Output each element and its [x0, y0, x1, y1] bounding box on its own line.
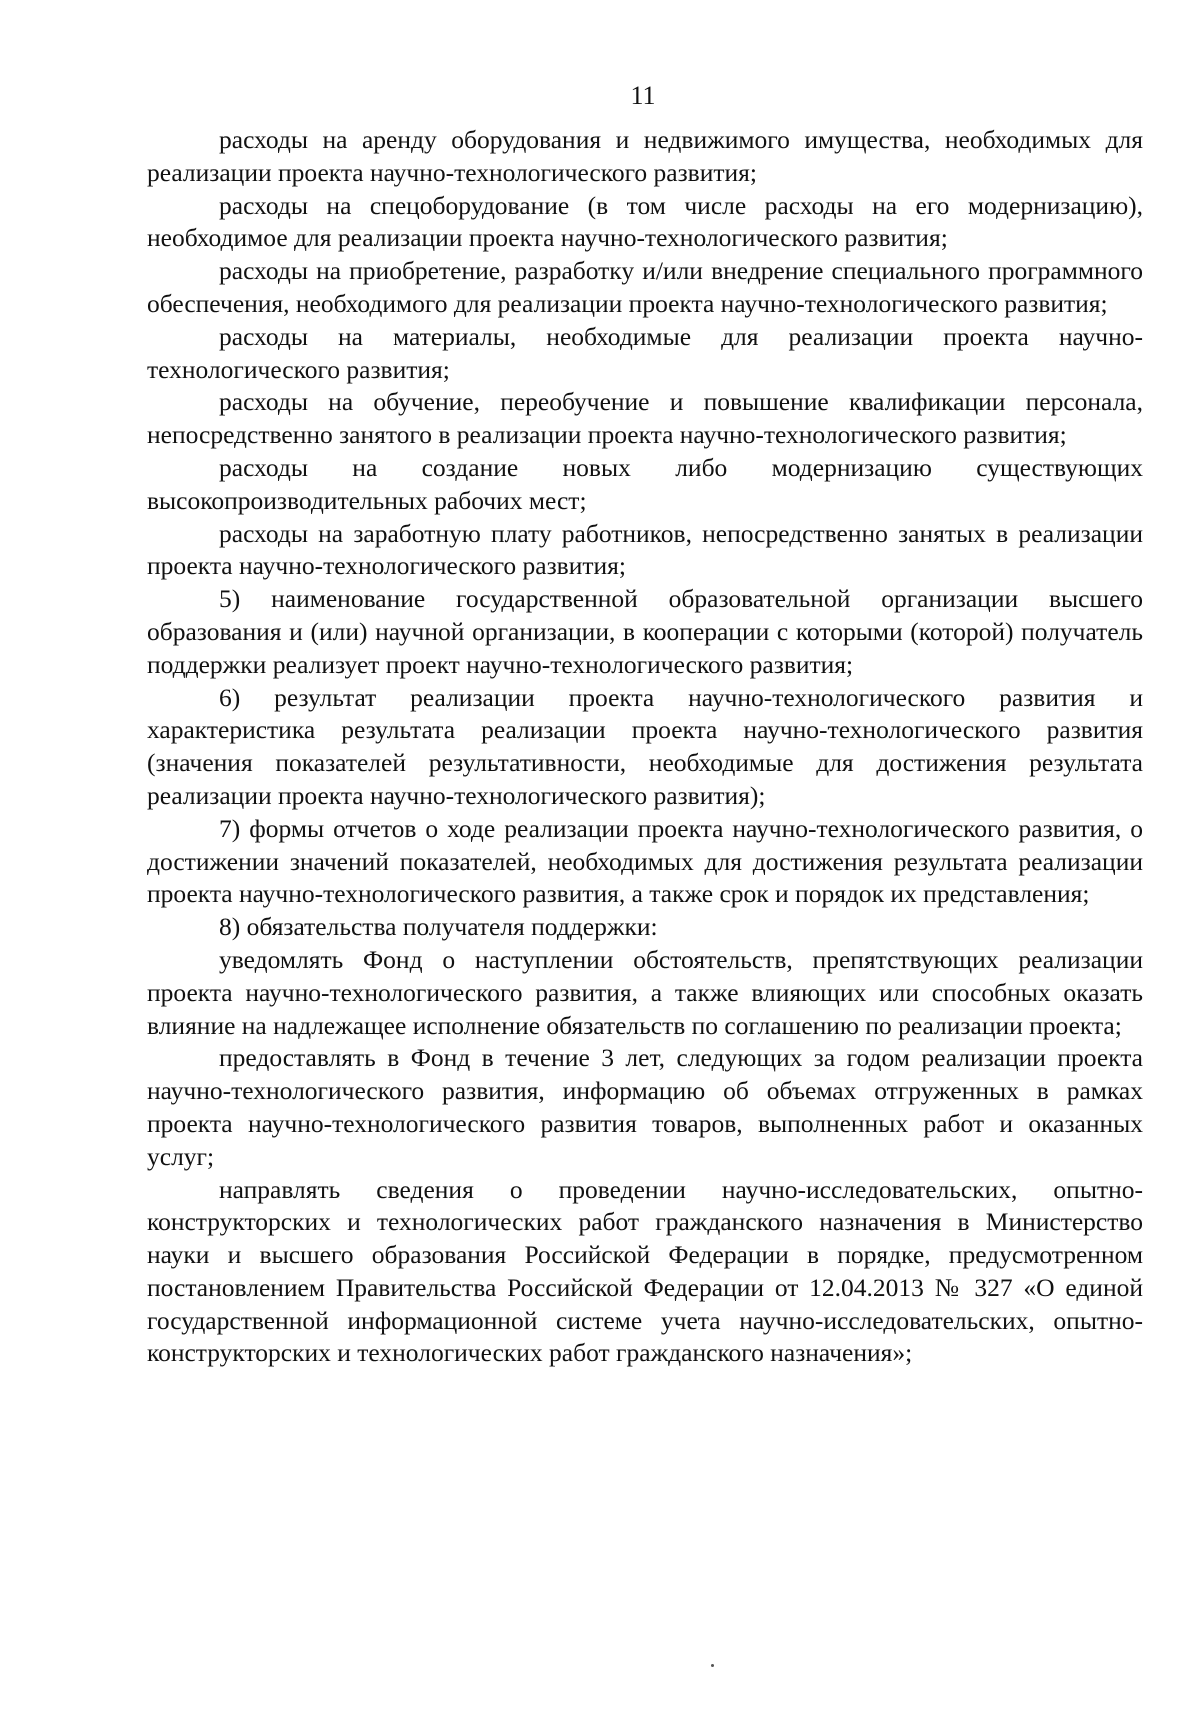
- paragraph-expense-materials: расходы на материалы, необходимые для реализации проекта научно-технологического развития;: [147, 321, 1143, 384]
- paragraph-item-6: 6) результат реализации проекта научно-технологического развития и характеристика результата реализации проекта научно-технологического развития (значения показателей результативности, необходимые для достижения результата реализации проекта научно-технологического развития);: [147, 682, 1143, 810]
- page-number: 11: [630, 81, 656, 110]
- paragraph-obligation-submit: направлять сведения о проведении научно-исследовательских, опытно-конструкторских и технологических работ гражданского назначения в Министерство науки и высшего образования Российской Федерации в порядке, предусмотренном постановлением Правительства Российской Федерации от 12.04.2013 № 327 «О единой государственной информационной системе учета научно-исследовательских, опытно-конструкторских и технологических работ гражданского назначения»;: [147, 1174, 1143, 1368]
- paragraph-item-7: 7) формы отчетов о ходе реализации проекта научно-технологического развития, о достижении значений показателей, необходимых для достижения результата реализации проекта научно-технологического развития, а также срок и порядок их представления;: [147, 813, 1143, 909]
- paragraph-obligation-notify: уведомлять Фонд о наступлении обстоятельств, препятствующих реализации проекта научно-технологического развития, а также влияющих или способных оказать влияние на надлежащее исполнение обязательств по соглашению по реализации проекта;: [147, 944, 1143, 1040]
- paragraph-obligation-report: предоставлять в Фонд в течение 3 лет, следующих за годом реализации проекта научно-технологического развития, информацию об объемах отгруженных в рамках проекта научно-технологического развития товаров, выполненных работ и оказанных услуг;: [147, 1043, 1143, 1171]
- paragraph-expense-rental: расходы на аренду оборудования и недвижимого имущества, необходимых для реализации проекта научно-технологического развития;: [147, 125, 1143, 187]
- paragraph-item-5: 5) наименование государственной образовательной организации высшего образования и (или) научной организации, в кооперации с которыми (которой) получатель поддержки реализует проект научно-технологического развития;: [147, 584, 1143, 679]
- paragraph-expense-software: расходы на приобретение, разработку и/или внедрение специального программного обеспечения, необходимого для реализации проекта научно-технологического развития;: [147, 256, 1143, 318]
- document-body: [147, 124, 1143, 1370]
- paragraph-expense-training: расходы на обучение, переобучение и повышение квалификации персонала, непосредственно занятого в реализации проекта научно-технологического развития;: [147, 387, 1143, 450]
- paragraph-expense-workplaces: расходы на создание новых либо модернизацию существующих высокопроизводительных рабочих мест;: [147, 452, 1143, 515]
- paragraph-expense-special-equipment: расходы на спецоборудование (в том числе расходы на его модернизацию), необходимое для реализации проекта научно-технологического развития;: [147, 190, 1143, 253]
- scan-speck: [711, 1664, 714, 1667]
- paragraph-item-8: 8) обязательства получателя поддержки:: [219, 912, 658, 942]
- paragraph-expense-salary: расходы на заработную плату работников, непосредственно занятых в реализации проекта научно-технологического развития;: [147, 518, 1143, 581]
